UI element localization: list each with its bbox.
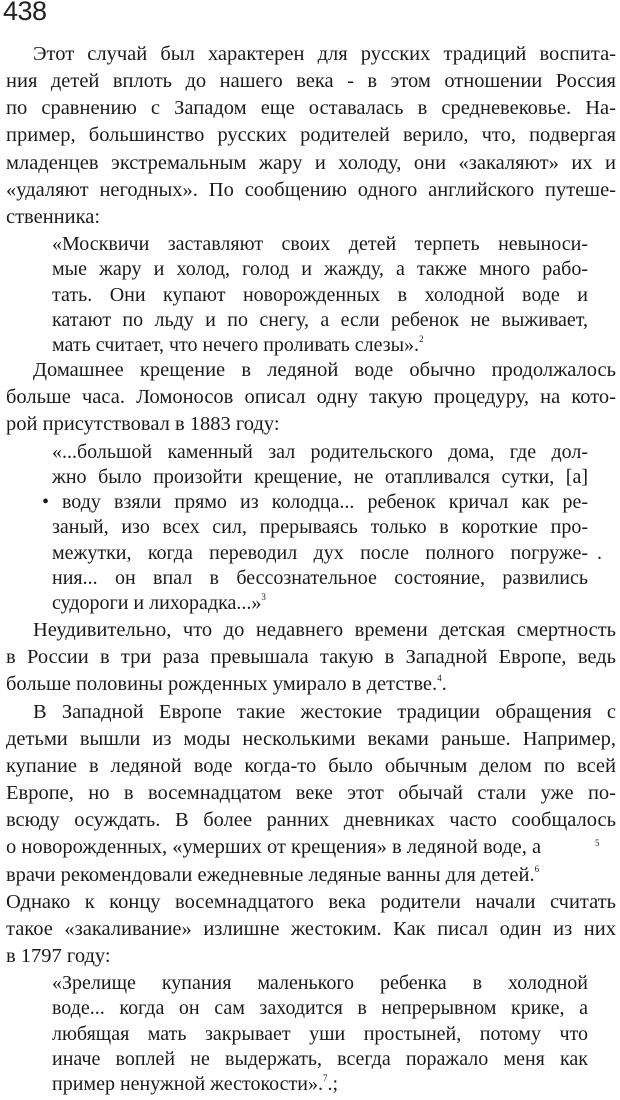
quote-line: жно было произойти крещение, не отапливался сутки, [а]	[52, 465, 588, 488]
text-line	[6, 861, 539, 889]
text-line: Европе, но в восемнадцатом веке этот обычай стали уже по-	[6, 782, 616, 805]
text-line: ственника:	[6, 205, 101, 228]
quote-line	[52, 589, 266, 617]
text-line: В Западной Европе такие жестокие традиции обращения с	[33, 700, 616, 723]
quote-line: «Зрелище купания маленького ребенка в холодной	[52, 972, 588, 995]
footnote-ref: 7	[323, 1073, 328, 1083]
text-line: Неудивительно, что до недавнего времени детская смертность	[33, 619, 616, 642]
text-line: такое «закаливание» излишне жестоким. Как писал один из них	[6, 917, 616, 940]
quote-line: катают по льду и по снегу, а если ребенок не выживает,	[52, 308, 588, 331]
quote-line: воде... когда он сам заходится в непрерывном крике, а	[52, 997, 588, 1020]
text-line: рой присутствовал в 1883 году:	[6, 413, 280, 436]
quote-line: тать. Они купают новорожденных в холодной воде и	[52, 283, 588, 306]
text-line: пример, большинство русских родителей верило, что, подвергая	[6, 124, 616, 147]
text-line: по сравнению с Западом еще оставалась в средневековье. На-	[6, 97, 616, 120]
quote-line: «...большой каменный зал родительского дома, где дол-	[52, 440, 588, 463]
text-line	[6, 670, 447, 698]
text-line: ния детей вплоть до нашего века - в этом отношении Россия	[6, 70, 616, 93]
text-line: больше часа. Ломоносов описал одну такую процедуру, на кото-	[6, 386, 616, 409]
quote-text: мать считает, что нечего проливать слезы».	[52, 333, 420, 356]
text-line: купание в ледяной воде когда-то было обычным делом по всей	[6, 754, 616, 777]
quote-line: «Москвичи заставляют своих детей терпеть невыноси-	[52, 233, 588, 256]
text-line	[6, 833, 616, 861]
quote-line	[52, 331, 424, 359]
page-number: 438	[3, 0, 47, 26]
quote-line: заный, изо всех сил, прерываясь только в короткие про-	[52, 516, 588, 539]
quote-text: пример ненужной жестокости».	[52, 1073, 323, 1095]
quote-line: иначе воплей не выдержать, всегда поражало меня как	[52, 1047, 588, 1070]
text-line: Домашнее крещение в ледяной воде обычно продолжалось	[33, 359, 616, 382]
quote-line: межутки, когда переводил дух после полного погруже-	[52, 541, 588, 564]
footnote-ref: 3	[261, 591, 266, 602]
text-line: Однако к концу восемнадцатого века родители начали считать	[6, 890, 616, 913]
quote-line	[52, 1070, 338, 1098]
text-line: всюду осуждать. В более ранних дневниках часто сообщалось	[6, 809, 616, 832]
text: больше половины рожденных умирало в детстве.	[6, 673, 438, 696]
text-line: в 1797 году:	[6, 944, 111, 967]
footnote-ref: 6	[534, 863, 540, 874]
text-line: Этот случай был характерен для русских традиций воспита-	[33, 43, 616, 65]
text: врачи рекомендовали ежедневные ледяные ванны для детей.	[6, 863, 535, 886]
text-line: «удаляют негодных». По сообщению одного английского путеше-	[6, 178, 616, 201]
text-line: младенцев экстремальным жару и холоду, они «закаляют» их и	[6, 151, 616, 174]
quote-line: любящая мать закрывает уши простыней, потому что	[52, 1022, 588, 1045]
margin-bullet: •	[42, 491, 50, 514]
footnote-ref: 4	[437, 673, 442, 684]
text-line: детьми вышли из моды несколькими веками раньше. Например,	[6, 727, 616, 750]
quote-line: мые жару и холод, голод и жажду, а также много рабо-	[52, 258, 588, 281]
text: о новорожденных, «умерших от крещения» в ледяной воде, а	[6, 836, 542, 859]
text-line: в России в три раза превышала такую в Западной Европе, ведь	[6, 646, 616, 669]
quote-text: судороги и лихорадка...»	[52, 591, 262, 614]
quote-line: воду взяли прямо из колодца... ребенок кричал как ре-	[62, 491, 588, 514]
footnote-ref: 2	[419, 333, 424, 344]
punct: .	[441, 673, 447, 696]
punct: .;	[327, 1073, 339, 1095]
margin-dot: .	[597, 541, 602, 564]
quote-line: ния... он впал в бессознательное состояние, развились	[52, 566, 588, 589]
